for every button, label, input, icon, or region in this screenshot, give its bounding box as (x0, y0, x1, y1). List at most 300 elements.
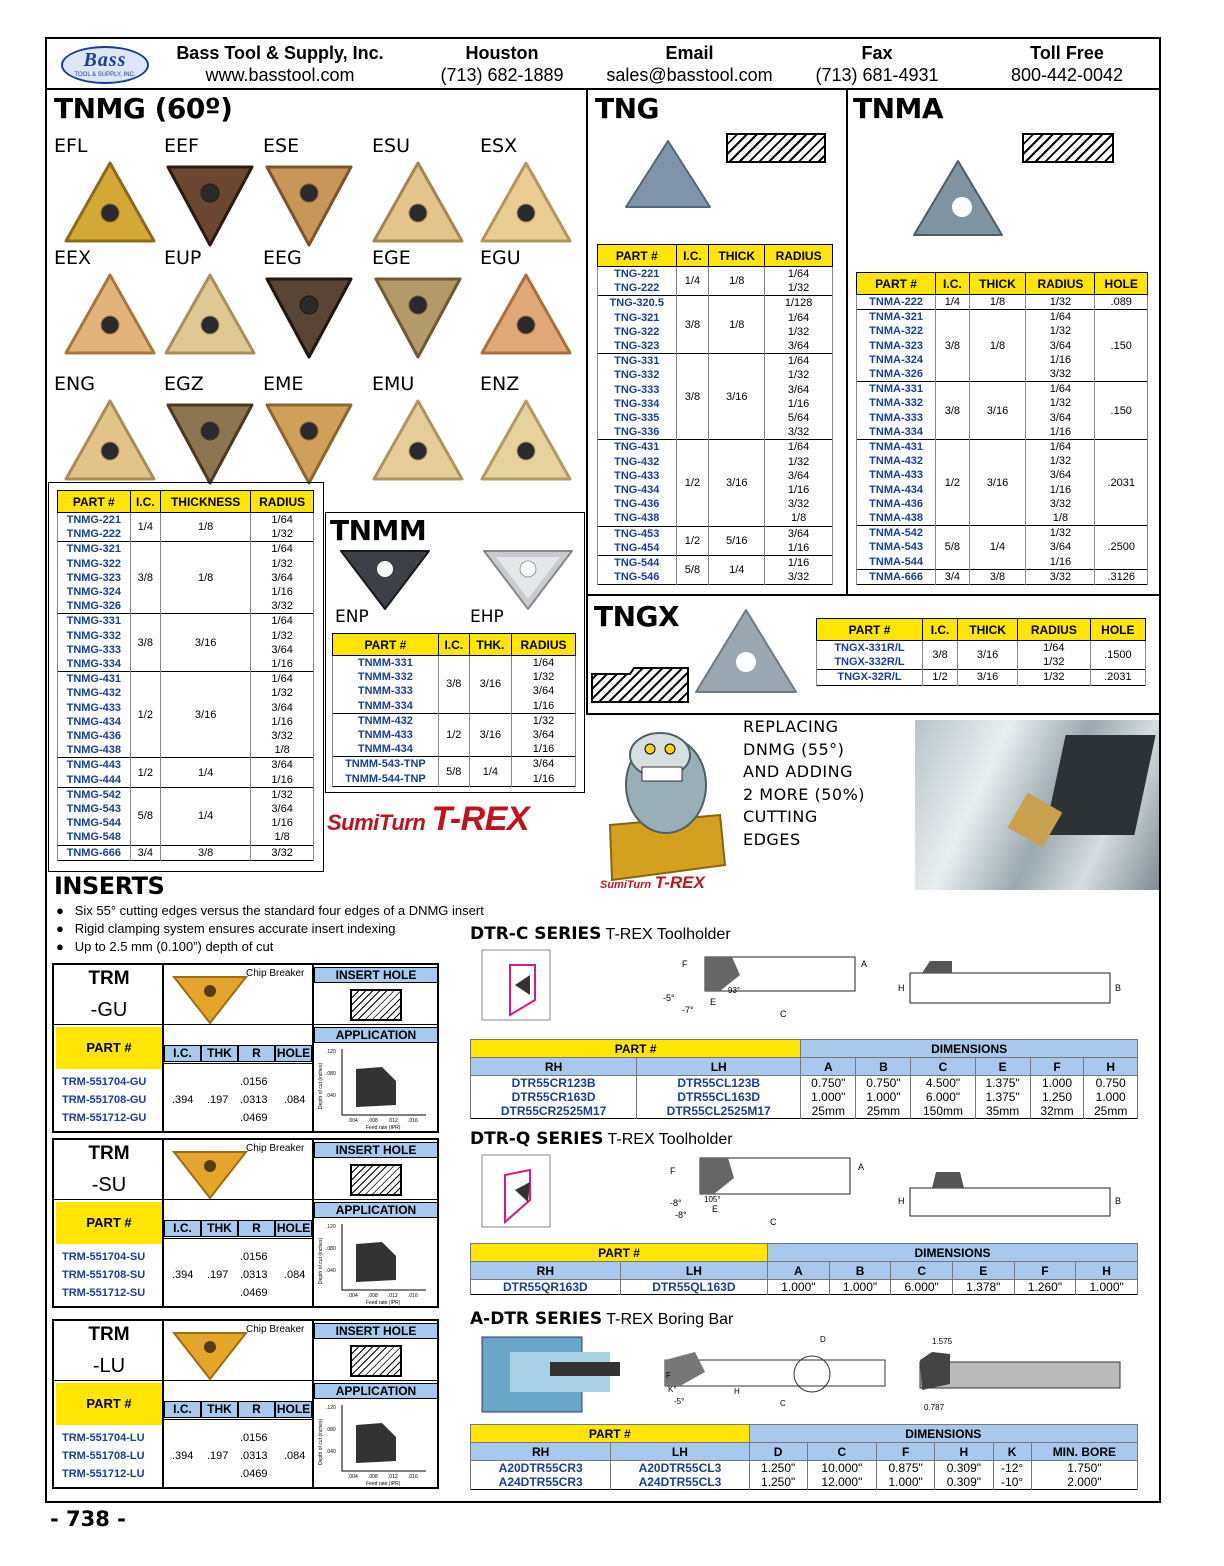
tng-title: TNG (595, 92, 660, 125)
part-number: TNGX-32R/L (817, 670, 923, 685)
part-number: TNMA-324 (857, 353, 936, 367)
insert-label: EUP (164, 247, 202, 269)
dimension-value: 1.250" (749, 1475, 807, 1490)
dimension-value: 0.750 (1084, 1076, 1138, 1091)
dimension-value: 0.750" (856, 1076, 911, 1091)
part-number: TNGX-332R/L (817, 655, 923, 670)
r-value: .0313 (240, 1450, 268, 1462)
part-number: TNMG-434 (58, 715, 131, 729)
radius-value: 1/32 (251, 629, 314, 643)
part-number: TNG-222 (598, 281, 677, 296)
part-number: A20DTR55CL3 (611, 1461, 749, 1476)
r-values (240, 1429, 268, 1483)
insert-label: ENG (54, 373, 95, 395)
dimension-value: 2.000" (1031, 1475, 1137, 1490)
ic-value: 1/2 (130, 758, 160, 787)
thick-value: 1/8 (709, 296, 765, 354)
dim-label: 105° (704, 1195, 721, 1204)
y-tick: .040 (326, 1093, 336, 1099)
divider (312, 1321, 314, 1487)
table-row (857, 382, 1148, 397)
column-header: R (238, 1045, 275, 1062)
radius-value: 3/64 (512, 728, 576, 742)
radius-value: 3/32 (765, 425, 833, 440)
table-row (471, 1461, 1138, 1476)
radius-value: 3/64 (1026, 540, 1095, 554)
sumiturn-trex-logo: SumiTurn T-REX (327, 800, 530, 838)
insert-label: EGU (480, 247, 521, 269)
column-header: B (829, 1262, 891, 1280)
part-number: TNMG-438 (58, 743, 131, 758)
r-value: .0469 (240, 1468, 268, 1480)
part-number: TRM-551704-GU (62, 1076, 147, 1088)
column-header: I.C. (438, 634, 469, 656)
part-number: TNG-436 (598, 497, 677, 511)
column-header: THK. (469, 634, 511, 656)
radius-value: 1/64 (1026, 440, 1095, 455)
divider (312, 1140, 314, 1306)
part-number: TNGX-331R/L (817, 641, 923, 656)
column-header: PART # (857, 273, 936, 295)
tnmg-esu-insert-icon (368, 157, 468, 252)
table-row (333, 757, 576, 772)
part-number: TNMG-326 (58, 599, 131, 614)
part-number: TNMM-334 (333, 699, 439, 714)
insert-label: EGE (372, 247, 411, 269)
dimension-value: 1.250 (1030, 1090, 1084, 1104)
column-header: I.C. (164, 1220, 201, 1237)
dim-label: C (780, 1399, 786, 1408)
table-row (598, 354, 833, 369)
part-header: PART # (471, 1040, 801, 1058)
toolholder-photo (915, 720, 1159, 890)
radius-value: 3/64 (251, 571, 314, 585)
chip-breaker-label: Chip Breaker (246, 1324, 305, 1335)
hole-value: .1500 (1090, 641, 1145, 670)
column-header: THICK (709, 245, 765, 267)
column-header: PART # (817, 619, 923, 641)
divider (54, 1199, 438, 1200)
ic-value: 3/8 (676, 354, 709, 440)
radius-value: 3/64 (1026, 411, 1095, 425)
insert-label: ESE (263, 135, 300, 157)
dtrq-table (470, 1243, 1138, 1295)
ic-value: 3/4 (130, 845, 160, 860)
trm-part-list (62, 1429, 162, 1483)
dim-label: K° (668, 1385, 677, 1394)
column-header: THK (201, 1220, 238, 1237)
column-header: HOLE (1095, 273, 1148, 295)
ic-value: 1/2 (676, 526, 709, 555)
website-link[interactable]: www.basstool.com (205, 65, 355, 85)
x-tick: .008 (368, 1474, 378, 1480)
dimension-value: 32mm (1030, 1104, 1084, 1119)
dim-label: 1.575 (932, 1337, 953, 1346)
part-number: TNMM-432 (333, 713, 439, 728)
dim-label: -7° (682, 1005, 694, 1015)
column-header: MIN. BORE (1031, 1443, 1137, 1461)
part-number: TNG-221 (598, 267, 677, 282)
r-value: .0469 (240, 1287, 268, 1299)
trm-block (52, 1319, 439, 1489)
ic-value: .394 (172, 1094, 194, 1106)
column-header: RADIUS (765, 245, 833, 267)
hole-value: .084 (284, 1450, 306, 1462)
x-axis-label: Feed rate (IPR) (366, 1125, 401, 1131)
dimension-value: 1.260" (1014, 1280, 1076, 1295)
radius-value: 3/64 (251, 802, 314, 816)
thick-value: 1/4 (469, 757, 511, 786)
table-row (471, 1280, 1138, 1295)
dimension-value: 6.000" (911, 1090, 975, 1104)
ic-value: 3/8 (130, 614, 160, 672)
dim-label: F (666, 1371, 671, 1380)
ic-value: 3/8 (676, 296, 709, 354)
radius-value: 3/64 (1026, 468, 1095, 482)
radius-value: 1/128 (765, 296, 833, 311)
trm-insert-icon (170, 1146, 250, 1201)
radius-value: 1/16 (765, 556, 833, 571)
tnmg-eup-insert-icon (160, 269, 260, 364)
radius-value: 1/64 (1026, 310, 1095, 325)
replacing-text: REPLACING DNMG (55°) AND ADDING 2 MORE (50%) CUTTING EDGES (743, 717, 866, 849)
company-block (165, 42, 395, 86)
part-number: TRM-551704-SU (62, 1251, 146, 1263)
part-number: TNMG-666 (58, 845, 131, 860)
part-number: DTR55QR163D (471, 1280, 621, 1295)
radius-value: 1/32 (1026, 295, 1095, 310)
column-header: RADIUS (512, 634, 576, 656)
part-number: TNMM-544-TNP (333, 772, 439, 787)
tnmg-ege-insert-icon (368, 269, 468, 364)
column-header: H (935, 1443, 993, 1461)
divider (586, 90, 588, 715)
part-number: TNMA-434 (857, 483, 936, 497)
trm-name: TRM (88, 968, 130, 989)
tnma-table (856, 272, 1148, 585)
radius-value: 1/8 (765, 511, 833, 526)
tollfree-block: Toll Free 800-442-0042 (1010, 43, 1124, 85)
houston-block: Houston (713) 682-1889 (440, 43, 564, 85)
dim-label: B (1115, 1196, 1122, 1206)
insert-label: EEF (164, 135, 199, 157)
dtrq-diagram (470, 1150, 1140, 1235)
y-tick: .040 (326, 1268, 336, 1274)
radius-value: 3/32 (251, 599, 314, 614)
tng-insert-icon (620, 135, 716, 215)
dtrq-heading: DTR-Q SERIES T-REX Toolholder (470, 1129, 733, 1149)
y-tick: .080 (326, 1427, 336, 1433)
divider (54, 1024, 438, 1025)
part-number: DTR55CL163D (637, 1090, 801, 1104)
r-value: .0156 (240, 1076, 268, 1088)
thick-value: 1/8 (969, 295, 1026, 310)
dimension-value: 1.375" (975, 1090, 1030, 1104)
column-header: F (1030, 1058, 1084, 1076)
column-header: H (1076, 1262, 1138, 1280)
part-number: TNMM-331 (333, 656, 439, 671)
insert-label: EME (263, 373, 304, 395)
part-number: A20DTR55CR3 (471, 1461, 611, 1476)
part-number: TNG-432 (598, 455, 677, 469)
part-header: PART # (471, 1425, 750, 1443)
dimensions-header: DIMENSIONS (749, 1425, 1138, 1443)
part-number: TNMA-433 (857, 468, 936, 482)
insert-label: ENZ (480, 373, 520, 395)
radius-value: 1/32 (251, 686, 314, 700)
radius-value: 3/64 (512, 684, 576, 698)
dimensions-header: DIMENSIONS (801, 1040, 1138, 1058)
adtr-table (470, 1424, 1138, 1490)
dimension-value: 1.750" (1031, 1461, 1137, 1476)
x-axis-label: Feed rate (IPR) (366, 1481, 401, 1487)
thick-value: 1/4 (160, 758, 250, 787)
divider (162, 1419, 314, 1420)
column-header: I.C. (130, 491, 160, 513)
part-number: TNG-322 (598, 325, 677, 339)
part-number: TNMG-544 (58, 816, 131, 830)
application-chart (316, 1220, 436, 1306)
email-link[interactable]: sales@basstool.com (606, 65, 773, 85)
part-number: TRM-551708-GU (62, 1094, 147, 1106)
thick-value: 3/16 (160, 672, 250, 758)
trm-part-list (62, 1248, 162, 1302)
ic-value: 1/4 (936, 295, 969, 310)
column-header: I.C. (164, 1401, 201, 1418)
column-header: K (993, 1443, 1031, 1461)
r-value: .0313 (240, 1094, 268, 1106)
x-tick: .004 (348, 1118, 358, 1124)
application-header: APPLICATION (314, 1027, 438, 1043)
thick-value: 1/4 (709, 556, 765, 585)
radius-value: 1/16 (251, 585, 314, 599)
part-number: TNMA-432 (857, 454, 936, 468)
hole-value: .2031 (1095, 440, 1148, 526)
radius-value: 3/64 (1026, 339, 1095, 353)
part-number: TNG-331 (598, 354, 677, 369)
radius-value: 1/16 (1026, 425, 1095, 440)
dimension-value: 1.000 (1030, 1076, 1084, 1091)
radius-value: 1/64 (251, 513, 314, 528)
part-number: TNMA-438 (857, 511, 936, 526)
part-number: DTR55CL123B (637, 1076, 801, 1091)
y-tick: .120 (326, 1224, 336, 1230)
column-header: D (749, 1443, 807, 1461)
column-header: C (807, 1443, 876, 1461)
column-header: THICK (958, 619, 1018, 641)
table-row (471, 1076, 1138, 1091)
part-number: TNMA-334 (857, 425, 936, 440)
tnmg-eeg-insert-icon (259, 269, 359, 364)
bullet-list: ● Six 55° cutting edges versus the standard four edges of a DNMG insert ● Rigid clamping system ensures accurate insert indexing ● Up to 2.5 mm (0.100”) depth of cut (56, 903, 484, 954)
ic-value: 1/4 (676, 267, 709, 296)
radius-value: 1/32 (1026, 396, 1095, 410)
dim-label: B (1115, 983, 1122, 993)
trm-insert-icon (170, 971, 250, 1026)
radius-value: 1/16 (512, 772, 576, 787)
dimension-value: 1.000 (1084, 1090, 1138, 1104)
radius-value: 3/64 (251, 643, 314, 657)
part-number: TNG-336 (598, 425, 677, 440)
dim-label: -8° (675, 1210, 687, 1220)
column-header: LH (611, 1443, 749, 1461)
hole-value: .2031 (1090, 670, 1145, 685)
y-axis-label: Depth of cut (inches) (318, 1237, 324, 1284)
column-header: RADIUS (251, 491, 314, 513)
tollfree-number[interactable]: 800-442-0042 (1010, 65, 1124, 85)
x-tick: .008 (368, 1118, 378, 1124)
table-row (471, 1475, 1138, 1490)
dimension-value: 1.000" (768, 1280, 830, 1295)
radius-value: 1/16 (765, 397, 833, 411)
chip-breaker-label: Chip Breaker (246, 968, 305, 979)
part-header: PART # (471, 1244, 768, 1262)
dim-label: H (898, 1196, 905, 1206)
ic-value: 5/8 (676, 556, 709, 585)
radius-value: 3/64 (512, 757, 576, 772)
dim-label: C (770, 1217, 777, 1227)
part-number: TNG-320.5 (598, 296, 677, 311)
dimension-value: 6.000" (891, 1280, 953, 1295)
divider (162, 965, 164, 1131)
fax-number: (713) 681-4931 (815, 65, 939, 85)
column-header: LH (637, 1058, 801, 1076)
part-number: TNMG-542 (58, 787, 131, 802)
part-number: TNG-453 (598, 526, 677, 541)
inserts-title: INSERTS (54, 872, 165, 900)
trm-block (52, 963, 439, 1133)
radius-value: 1/16 (512, 742, 576, 757)
dimension-value: 0.750" (801, 1076, 856, 1091)
tnma-title: TNMA (853, 92, 944, 125)
radius-value: 1/32 (1018, 655, 1091, 670)
part-number: TNMA-326 (857, 367, 936, 382)
column-header: THK (201, 1045, 238, 1062)
trm-name: TRM (88, 1324, 130, 1345)
part-number: TNG-321 (598, 311, 677, 325)
dimension-value: 4.500" (911, 1076, 975, 1091)
divider (162, 1238, 314, 1239)
x-tick: .012 (388, 1118, 398, 1124)
part-number: TNMA-542 (857, 526, 936, 541)
dtrc-diagram (470, 945, 1140, 1030)
houston-phone[interactable]: (713) 682-1889 (440, 65, 564, 85)
table-row (857, 440, 1148, 455)
divider (162, 1063, 314, 1064)
column-header: E (952, 1262, 1014, 1280)
x-tick: .008 (368, 1293, 378, 1299)
part-number: TRM-551708-SU (62, 1269, 146, 1281)
table-row (598, 440, 833, 455)
radius-value: 1/16 (1026, 483, 1095, 497)
tng-hatch-icon (726, 133, 826, 163)
radius-value: 1/64 (765, 311, 833, 325)
part-number: TRM-551712-SU (62, 1287, 146, 1299)
column-header: A (801, 1058, 856, 1076)
r-value: .0156 (240, 1432, 268, 1444)
radius-value: 1/32 (1026, 526, 1095, 541)
thick-value: 3/16 (958, 670, 1018, 685)
part-number: TNMG-321 (58, 542, 131, 557)
dimensions-header: DIMENSIONS (768, 1244, 1138, 1262)
column-header: R (238, 1401, 275, 1418)
part-number: TNMG-222 (58, 527, 131, 542)
hole-value: .084 (284, 1094, 306, 1106)
part-number: TNMA-544 (857, 555, 936, 570)
dim-label: C (780, 1009, 787, 1019)
adtr-heading: A-DTR SERIES T-REX Boring Bar (470, 1309, 734, 1329)
part-number: TNG-546 (598, 570, 677, 585)
dimension-value: 1.378" (952, 1280, 1014, 1295)
column-header: THK (201, 1401, 238, 1418)
dimension-value: 25mm (1084, 1104, 1138, 1119)
part-number: DTR55CL2525M17 (637, 1104, 801, 1119)
part-number: TRM-551712-LU (62, 1468, 145, 1480)
thick-value: 1/8 (969, 310, 1026, 382)
tnmm-insert-label: EHP (470, 607, 504, 627)
table-row (333, 713, 576, 728)
radius-value: 1/64 (1026, 382, 1095, 397)
tnma-hatch-icon (1022, 133, 1114, 163)
part-number: TNMG-444 (58, 773, 131, 788)
trm-suffix: -LU (92, 1355, 126, 1377)
part-number: TNG-333 (598, 383, 677, 397)
part-number: TNMM-433 (333, 728, 439, 742)
table-row (333, 656, 576, 671)
thick-value: 1/4 (969, 526, 1026, 570)
radius-value: 1/32 (765, 455, 833, 469)
radius-value: 3/64 (765, 383, 833, 397)
column-header: I.C. (164, 1045, 201, 1062)
ic-value: 1/2 (438, 713, 469, 757)
part-number: TNMG-436 (58, 729, 131, 743)
tnmg-eme-insert-icon (259, 395, 359, 490)
x-tick: .012 (388, 1474, 398, 1480)
radius-value: 1/32 (1026, 324, 1095, 338)
radius-value: 1/32 (512, 713, 576, 728)
column-header: THICKNESS (160, 491, 250, 513)
dimension-value: 1.000" (1076, 1280, 1138, 1295)
part-header: PART # (56, 1202, 162, 1244)
tnmg-table-frame (48, 482, 324, 872)
ic-value: 3/8 (438, 656, 469, 714)
application-chart (316, 1401, 436, 1487)
radius-value: 1/32 (765, 281, 833, 296)
hole-value: .084 (284, 1269, 306, 1281)
table-row (598, 526, 833, 541)
radius-value: 3/32 (1026, 367, 1095, 382)
dimension-value: 35mm (975, 1104, 1030, 1119)
thick-value: 1/4 (160, 787, 250, 845)
dimension-value: 12.000" (807, 1475, 876, 1490)
dimension-value: 150mm (911, 1104, 975, 1119)
insert-label: EEG (263, 247, 302, 269)
radius-value: 1/32 (765, 325, 833, 339)
thick-value: 3/16 (469, 656, 511, 714)
column-header: PART # (598, 245, 677, 267)
thick-value: 3/16 (969, 382, 1026, 440)
column-header: I.C. (922, 619, 957, 641)
ic-value: .394 (172, 1269, 194, 1281)
radius-value: 3/32 (765, 497, 833, 511)
tnmg-efl-insert-icon (60, 157, 160, 252)
table-row (857, 295, 1148, 310)
column-header: HOLE (276, 1402, 311, 1416)
part-header: PART # (56, 1383, 162, 1425)
part-number: TNG-332 (598, 368, 677, 382)
radius-value: 1/64 (765, 354, 833, 369)
table-row (817, 670, 1146, 685)
